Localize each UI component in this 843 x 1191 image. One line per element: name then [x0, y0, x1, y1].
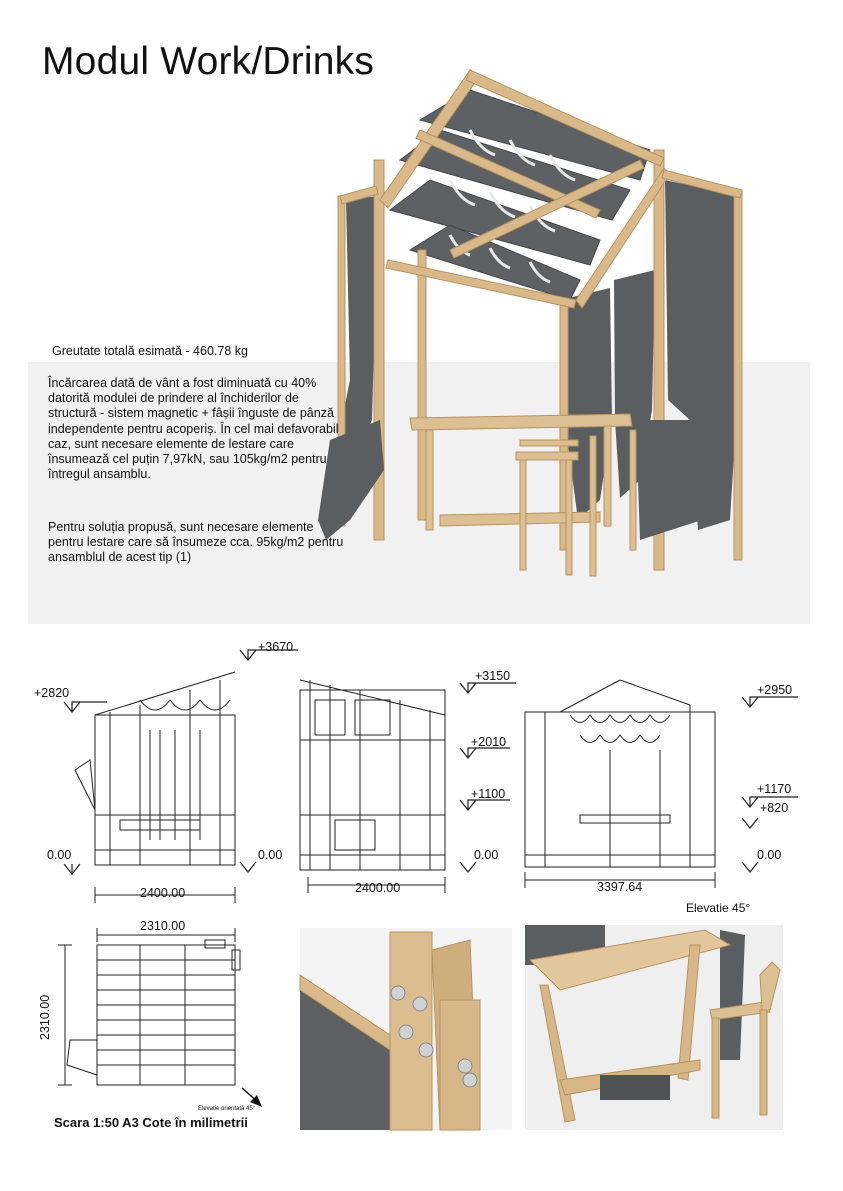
page-title: Modul Work/Drinks	[42, 40, 375, 83]
level-mid1-middle: +2010	[471, 735, 507, 749]
orientation-note: Elevatie orientată 45°	[198, 1106, 256, 1112]
width-left: 2400.00	[140, 886, 186, 900]
width-middle: 2400.00	[355, 881, 401, 895]
weight-label: Greutate totală esimată - 460.78 kg	[52, 344, 248, 358]
plan-height: 2310.00	[38, 994, 52, 1040]
elevation-caption: Elevatie 45°	[686, 901, 751, 915]
level-mid1-right: +1170	[757, 782, 792, 796]
scale-note: Scara 1:50 A3 Cote în milimetrii	[54, 1115, 248, 1130]
level-top-middle: +3150	[475, 669, 511, 683]
wind-load-paragraph: Încărcarea dată de vânt a fost diminuată cu 40% datorită modulei de prindere al închiderilor de structură - sistem magnetic + fâșii înguste de pânză independente pentru acoperiș. În cel mai defavorabil caz, sunt necesare elemente de lestare care însumează cel puțin 7,97kN, sau 105kg/m2 pentru întregul ansamblu.	[48, 376, 339, 482]
level-top-left: +3670	[258, 640, 294, 654]
level-top-right: +2950	[757, 683, 793, 697]
level-ground-left-a: 0.00	[47, 848, 72, 862]
width-right: 3397.64	[597, 880, 643, 894]
level-eave-left: +2820	[34, 686, 70, 700]
plan-width: 2310.00	[140, 919, 186, 933]
level-ground-middle: 0.00	[474, 848, 499, 862]
level-mid2-middle: +1100	[471, 787, 506, 801]
ballast-paragraph: Pentru soluția propusă, sunt necesare elemente pentru lestare care să însumeze cca. 95kg/m2 pentru ansamblul de acest tip (1)	[48, 520, 344, 565]
level-mid2-right: +820	[760, 801, 789, 815]
level-ground-left-b: 0.00	[258, 848, 283, 862]
level-ground-right: 0.00	[757, 848, 782, 862]
